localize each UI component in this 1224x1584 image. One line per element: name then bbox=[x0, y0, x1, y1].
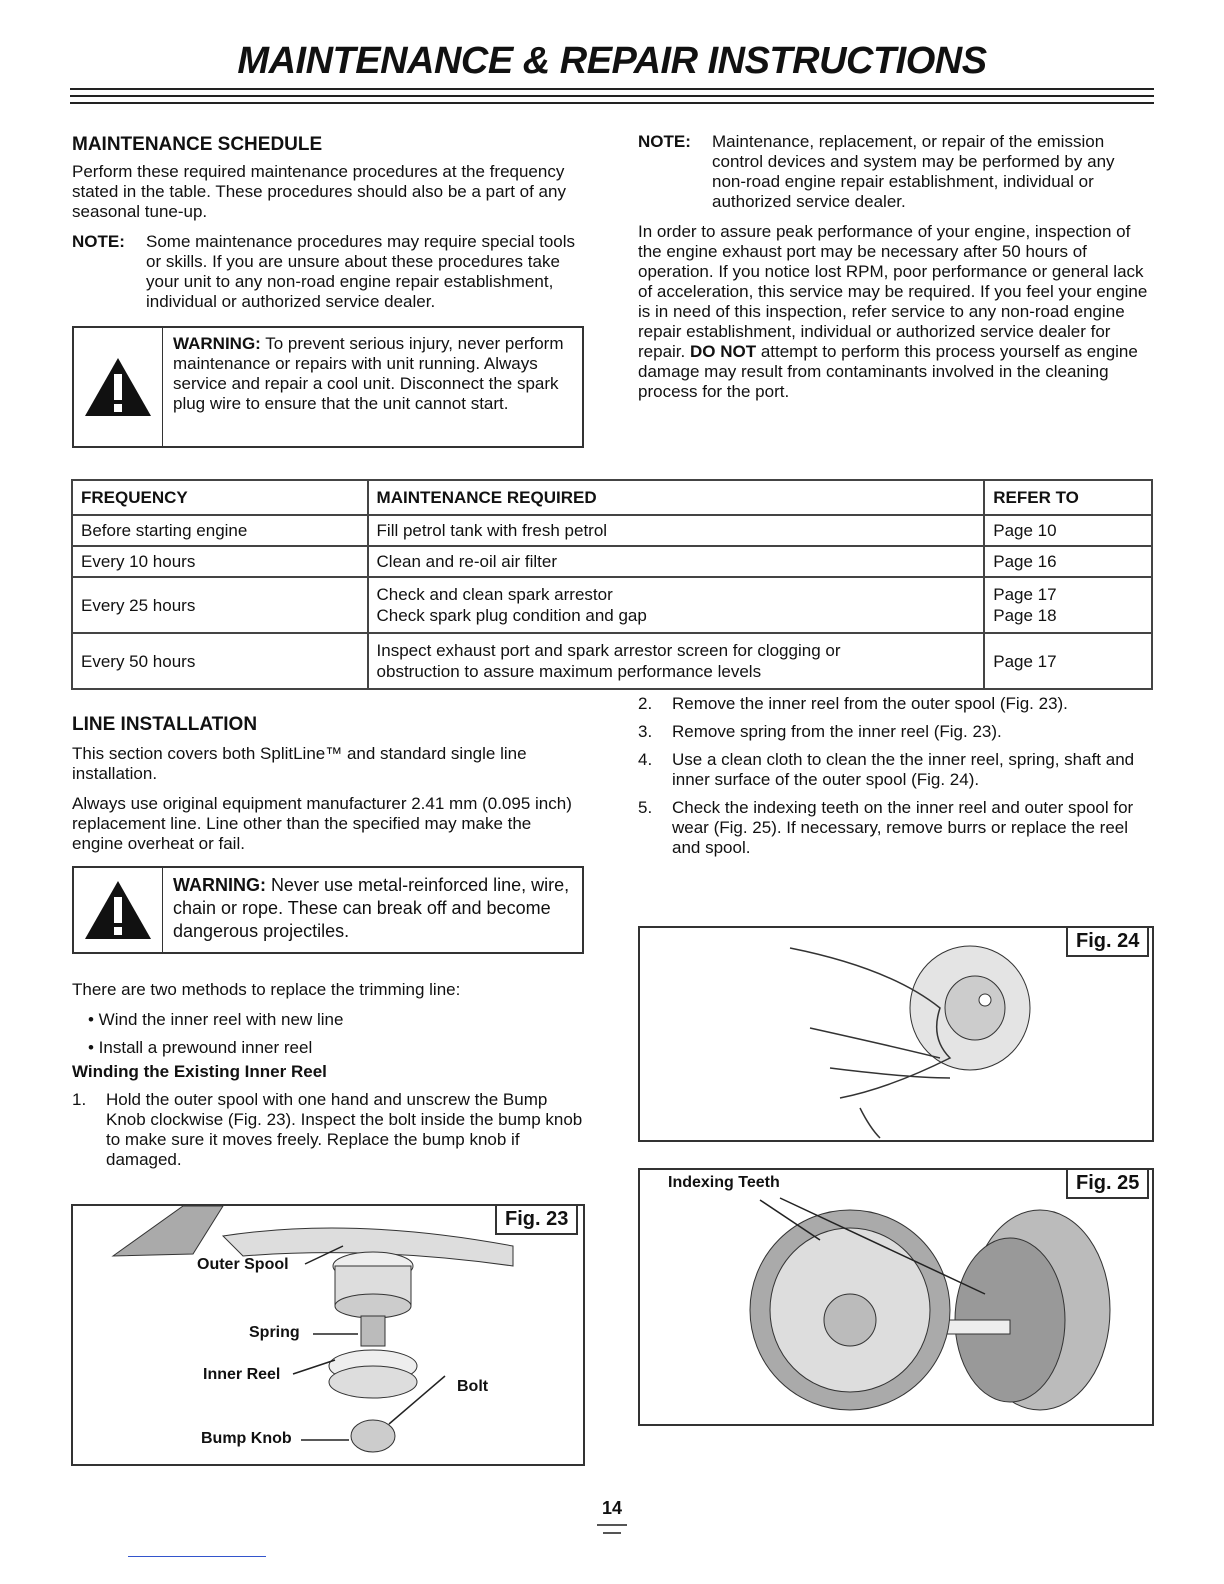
step-text: Check the indexing teeth on the inner reel and outer spool for wear (Fig. 25). If necessary, remove burrs or replace the reel and spool. bbox=[672, 798, 1134, 857]
cell-task-line-2: Check spark plug condition and gap bbox=[376, 606, 647, 625]
header-frequency: FREQUENCY bbox=[72, 480, 368, 515]
cell-task bbox=[368, 633, 985, 689]
fig23-label: Fig. 23 bbox=[495, 1204, 578, 1235]
fig23-inner-reel-label: Inner Reel bbox=[203, 1366, 281, 1383]
cell-task: Clean and re-oil air filter bbox=[368, 546, 985, 577]
warning-text: To prevent serious injury, never perform maintenance or repairs with unit running. Always service and repair a cool unit. Disconnect the spark plug wire to ensure that the unit cannot start. bbox=[173, 334, 564, 413]
page-number: 14 bbox=[601, 1498, 623, 1518]
emission-note-section bbox=[638, 132, 1150, 402]
step-number: 2. bbox=[638, 694, 653, 713]
line-warning-text-block bbox=[163, 868, 582, 952]
cell-task-line-1: Inspect exhaust port and spark arrestor screen for clogging or bbox=[376, 641, 841, 660]
page-number-rule-2 bbox=[603, 1532, 621, 1534]
fig25-illustration bbox=[640, 1170, 1152, 1424]
winding-subheading: Winding the Existing Inner Reel bbox=[72, 1062, 327, 1081]
step-number: 1. bbox=[72, 1090, 87, 1109]
cell-frequency: Before starting engine bbox=[72, 515, 368, 546]
cell-ref-line-2: Page 18 bbox=[993, 606, 1057, 625]
figure-23 bbox=[71, 1204, 585, 1466]
page-number-rule-1 bbox=[597, 1524, 627, 1526]
line-installation-section bbox=[72, 714, 584, 1178]
cell-task bbox=[368, 577, 985, 633]
step-number: 5. bbox=[638, 798, 653, 817]
exhaust-para-a: In order to assure peak performance of your engine, inspection of the engine exhaust port may be necessary after 50 hours of operation. If you notice lost RPM, poor performance or general lack of acceleration, this service may be required. If you feel your engine is in need of this inspection, refer service to any non-road engine repair establishment, individual or authorized service dealer for repair. bbox=[638, 222, 1148, 361]
schedule-warning-box bbox=[72, 326, 584, 448]
step-item bbox=[638, 722, 1148, 742]
exhaust-para-b: attempt to perform this process yourself as engine damage may result from contaminants involved in the cleaning process for the port. bbox=[638, 342, 1138, 401]
table-row bbox=[72, 546, 1152, 577]
title-rule-3 bbox=[70, 102, 1154, 104]
fig23-bolt-label: Bolt bbox=[457, 1378, 489, 1395]
methods-intro: There are two methods to replace the trimming line: bbox=[72, 980, 461, 999]
method-bullet-1: • Wind the inner reel with new line bbox=[88, 1010, 344, 1029]
cell-task-line-2: obstruction to assure maximum performance levels bbox=[376, 662, 762, 681]
step-text: Hold the outer spool with one hand and unscrew the Bump Knob clockwise (Fig. 23). Inspect the bolt inside the bump knob to make sure it moves freely. Replace the bump knob if damaged. bbox=[106, 1090, 583, 1169]
step-number: 3. bbox=[638, 722, 653, 741]
footer-link-rule bbox=[128, 1556, 266, 1557]
note-text: Some maintenance procedures may require special tools or skills. If you are unsure about these procedures take your unit to any non-road engine repair establishment, individual or authorized service dealer. bbox=[146, 232, 576, 311]
exhaust-port-paragraph bbox=[638, 222, 1150, 402]
header-refer-to: REFER TO bbox=[984, 480, 1152, 515]
fig25-label: Fig. 25 bbox=[1066, 1168, 1149, 1199]
step-text: Use a clean cloth to clean the the inner reel, spring, shaft and inner surface of the outer spool (Fig. 24). bbox=[672, 750, 1135, 789]
fig23-illustration bbox=[73, 1206, 583, 1464]
fig25-indexing-teeth-label: Indexing Teeth bbox=[668, 1174, 780, 1191]
step-item bbox=[72, 1090, 584, 1170]
warning-triangle-icon bbox=[74, 868, 163, 952]
step-item bbox=[638, 694, 1148, 714]
cell-ref bbox=[984, 577, 1152, 633]
table-header-row bbox=[72, 480, 1152, 515]
title-rule-2 bbox=[70, 95, 1154, 97]
step-number: 4. bbox=[638, 750, 653, 769]
title-rule-1 bbox=[70, 88, 1154, 90]
cell-task-line-1: Check and clean spark arrestor bbox=[376, 585, 613, 604]
cell-ref: Page 16 bbox=[984, 546, 1152, 577]
figure-25 bbox=[638, 1168, 1154, 1426]
line-installation-heading: LINE INSTALLATION bbox=[72, 714, 258, 735]
steps-right bbox=[638, 694, 1148, 866]
step-text: Remove the inner reel from the outer spool (Fig. 23). bbox=[672, 694, 1068, 713]
note-label: NOTE: bbox=[72, 232, 125, 251]
warning-label: WARNING: bbox=[173, 334, 261, 353]
cell-frequency: Every 25 hours bbox=[72, 577, 368, 633]
maintenance-schedule-section bbox=[72, 134, 584, 448]
header-maintenance: MAINTENANCE REQUIRED bbox=[368, 480, 985, 515]
emission-note-label: NOTE: bbox=[638, 132, 691, 151]
line-p2: Always use original equipment manufacturer 2.41 mm (0.095 inch) replacement line. Line other than the specified may make the engine overheat or fail. bbox=[72, 794, 572, 853]
table-row bbox=[72, 577, 1152, 633]
schedule-intro: Perform these required maintenance procedures at the frequency stated in the table. These procedures should also be a part of any seasonal tune-up. bbox=[72, 162, 566, 221]
table-row bbox=[72, 515, 1152, 546]
method-bullet-2: • Install a prewound inner reel bbox=[88, 1038, 313, 1057]
cell-ref: Page 10 bbox=[984, 515, 1152, 546]
line-warning-label: WARNING: bbox=[173, 875, 266, 895]
fig24-label: Fig. 24 bbox=[1066, 926, 1149, 957]
fig24-illustration bbox=[640, 928, 1152, 1140]
steps-left bbox=[72, 1090, 584, 1170]
line-warning-box bbox=[72, 866, 584, 954]
step-text: Remove spring from the inner reel (Fig. 23). bbox=[672, 722, 1002, 741]
figure-24 bbox=[638, 926, 1154, 1142]
step-item bbox=[638, 750, 1148, 790]
maintenance-schedule-heading: MAINTENANCE SCHEDULE bbox=[72, 134, 323, 155]
page-title: MAINTENANCE & REPAIR INSTRUCTIONS bbox=[237, 40, 987, 82]
cell-task: Fill petrol tank with fresh petrol bbox=[368, 515, 985, 546]
line-p1: This section covers both SplitLine™ and standard single line installation. bbox=[72, 744, 527, 783]
cell-frequency: Every 50 hours bbox=[72, 633, 368, 689]
fig23-outer-spool-label: Outer Spool bbox=[197, 1256, 289, 1273]
warning-triangle-icon bbox=[74, 328, 163, 446]
cell-ref-line-1: Page 17 bbox=[993, 585, 1057, 604]
warning-text-block bbox=[163, 328, 582, 446]
step-item bbox=[638, 798, 1148, 858]
maintenance-table bbox=[71, 479, 1153, 690]
cell-frequency: Every 10 hours bbox=[72, 546, 368, 577]
fig23-bump-knob-label: Bump Knob bbox=[201, 1430, 292, 1447]
fig23-spring-label: Spring bbox=[249, 1324, 300, 1341]
emission-note bbox=[638, 132, 1150, 212]
exhaust-para-bold: DO NOT bbox=[689, 342, 757, 361]
emission-note-text: Maintenance, replacement, or repair of the emission control devices and system may be performed by any non-road engine repair establishment, individual or authorized service dealer. bbox=[712, 132, 1115, 211]
cell-ref: Page 17 bbox=[984, 633, 1152, 689]
table-row bbox=[72, 633, 1152, 689]
line-warning-text: Never use metal-reinforced line, wire, chain or rope. These can break off and become dangerous projectiles. bbox=[173, 875, 570, 941]
schedule-note bbox=[72, 232, 584, 312]
